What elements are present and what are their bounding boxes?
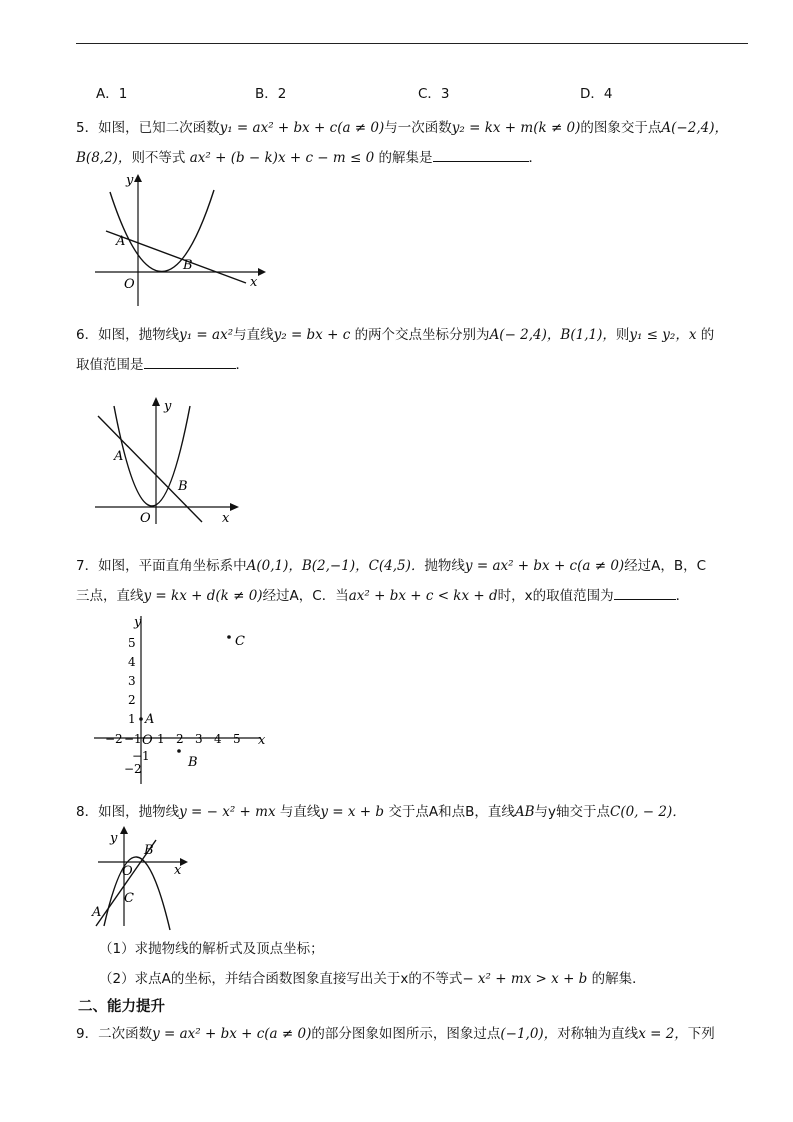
q8-line-eq: y = x + b [320, 804, 385, 820]
q7-x-tick: 5 [233, 732, 241, 746]
q7-y-tick: 2 [128, 693, 136, 707]
q6-y-label: y [164, 399, 172, 414]
option-d: D．4 [580, 86, 613, 102]
q7-point-c-label: C [235, 634, 245, 649]
q7-point-c [227, 635, 231, 639]
q8-text: 的解集． [591, 971, 646, 987]
q5-origin-label: O [124, 277, 135, 292]
q6-text: 取值范围是 [76, 357, 144, 373]
option-a: A．1 [96, 86, 128, 102]
q6-point-b-label: B [178, 479, 188, 494]
q7-text: 7．如图，平面直角坐标系中 [76, 558, 247, 574]
q8-text: 与y轴交于点 [534, 804, 610, 820]
q6-inequality: y₁ ≤ y₂，x [629, 327, 697, 343]
q6-x-label: x [222, 511, 230, 526]
q7-text: 时，x的取值范围为 [497, 588, 614, 604]
q8-sub1: （1）求抛物线的解析式及顶点坐标； [99, 941, 324, 957]
q6-text: 的两个交点坐标分别为 [354, 327, 490, 343]
q5-point-a: A(−2,4)， [661, 120, 728, 136]
q8-parabola-eq: y = − x² + mx [179, 804, 276, 820]
q5-text: 5．如图，已知二次函数 [76, 120, 220, 136]
q5-line2 [76, 146, 542, 166]
q9-point: (−1,0)， [500, 1026, 558, 1042]
q5-point-a-label: A [116, 234, 126, 249]
q8-line1 [76, 800, 686, 820]
q7-points: A(0,1)，B(2,−1)，C(4,5)． [246, 558, 425, 574]
q6-text: 与直线 [233, 327, 274, 343]
q9-line1 [76, 1022, 715, 1042]
q7-x-tick: −2 [105, 732, 123, 746]
q7-answer-blank[interactable] [614, 599, 676, 600]
q6-text: ． [235, 357, 249, 373]
q8-y-arrow [120, 826, 128, 834]
q7-y-tick: 4 [128, 655, 136, 669]
q5-text: 的解集是 [378, 150, 433, 166]
q7-origin-label: O [142, 733, 153, 748]
q7-point-b-label: B [188, 755, 198, 770]
q5-inequality: ax² + (b − k)x + c − m ≤ 0 [189, 150, 375, 166]
q8-sub2 [99, 967, 646, 987]
q6-text: 则 [615, 327, 630, 343]
q7-point-b [177, 749, 181, 753]
q6-answer-blank[interactable] [144, 368, 236, 369]
q5-y-label: y [126, 173, 134, 188]
section-title: 二、能力提升 [78, 999, 165, 1015]
q6-figure [90, 394, 250, 534]
q7-text: 经过A，C．当 [262, 588, 349, 604]
q9-text: 对称轴为直线 [557, 1026, 639, 1042]
option-c: C．3 [418, 86, 450, 102]
q7-point-a [139, 717, 143, 721]
q5-text: 的图象交于点 [580, 120, 662, 136]
q7-x-tick: −1 [124, 732, 142, 746]
q7-text: 抛物线 [424, 558, 465, 574]
q8-point-c: C(0, − 2)． [610, 804, 686, 820]
q5-text: ． [528, 150, 542, 166]
q7-figure [88, 606, 278, 786]
q6-line-eq: y₂ = bx + c [273, 327, 351, 343]
q9-text: 下列 [687, 1026, 715, 1042]
q8-point-c-label: C [124, 891, 134, 906]
q7-x-tick: 1 [157, 732, 165, 746]
q8-text: 交于点A和点B，直线 [388, 804, 515, 820]
q8-text: （2）求点A的坐标，并结合函数图象直接写出关于x的不等式 [99, 971, 463, 987]
q8-text: 与直线 [279, 804, 321, 820]
q6-parabola-eq: y₁ = ax² [179, 327, 234, 343]
q5-text: 则不等式 [131, 150, 186, 166]
q5-answer-blank[interactable] [433, 161, 529, 162]
q7-text: ． [675, 588, 690, 604]
q8-point-b-label: B [144, 843, 154, 858]
q5-quadratic: y₁ = ax² + bx + c(a ≠ 0) [219, 120, 385, 136]
q8-figure [88, 826, 198, 930]
q5-y-arrow [134, 174, 142, 182]
header-rule [76, 43, 748, 44]
q7-inequality: ax² + bx + c < kx + d [348, 588, 498, 604]
q9-text: 的部分图象如图所示，图象过点 [311, 1026, 501, 1042]
q7-y-label: y [134, 615, 142, 630]
q8-text: 8．如图，抛物线 [76, 804, 180, 820]
q6-text: 6．如图，抛物线 [76, 327, 180, 343]
q9-text: 9．二次函数 [76, 1026, 153, 1042]
q7-line-eq: y = kx + d(k ≠ 0) [143, 588, 263, 604]
q7-x-tick: 3 [195, 732, 203, 746]
q7-point-a-label: A [145, 712, 155, 727]
q8-inequality: − x² + mx > x + b [462, 971, 588, 987]
q8-origin-label: O [122, 864, 133, 879]
q7-y-tick: −1 [132, 749, 150, 763]
q6-x-arrow [230, 503, 239, 511]
q7-y-tick: −2 [124, 762, 142, 776]
q5-text: 与一次函数 [384, 120, 452, 136]
q5-line1 [76, 116, 728, 136]
q6-origin-label: O [140, 511, 151, 526]
q5-figure [90, 172, 270, 312]
q7-x-label: x [258, 733, 266, 748]
q8-point-a-label: A [92, 905, 102, 920]
q5-point-b: B(8,2)， [76, 150, 132, 166]
q6-point-a-label: A [114, 449, 124, 464]
q9-quadratic: y = ax² + bx + c(a ≠ 0) [152, 1026, 312, 1042]
q5-x-label: x [250, 275, 258, 290]
q5-parabola [110, 190, 214, 272]
q9-axis: x = 2， [638, 1026, 688, 1042]
q8-line-ab: AB [514, 804, 535, 820]
q5-x-arrow [258, 268, 266, 276]
q7-y-tick: 3 [128, 674, 136, 688]
q7-x-tick: 2 [176, 732, 184, 746]
q6-points: A(− 2,4)，B(1,1)， [489, 327, 616, 343]
q6-text: 的 [700, 327, 715, 343]
q7-y-tick: 1 [128, 712, 136, 726]
q5-point-b-label: B [183, 258, 193, 273]
q6-line1 [76, 323, 714, 343]
q6-line2 [76, 353, 249, 373]
q7-text: 经过A，B，C [624, 558, 707, 574]
q5-linear: y₂ = kx + m(k ≠ 0) [451, 120, 581, 136]
q7-text: 三点，直线 [76, 588, 144, 604]
q8-y-label: y [110, 831, 118, 846]
q6-y-arrow [152, 397, 160, 406]
q7-parabola-eq: y = ax² + bx + c(a ≠ 0) [464, 558, 625, 574]
q7-line1 [76, 554, 706, 574]
q7-y-tick: 5 [128, 636, 136, 650]
option-b: B．2 [255, 86, 287, 102]
q5-line [106, 231, 246, 283]
q7-x-tick: 4 [214, 732, 222, 746]
q8-x-label: x [174, 863, 182, 878]
q7-line2 [76, 584, 689, 604]
